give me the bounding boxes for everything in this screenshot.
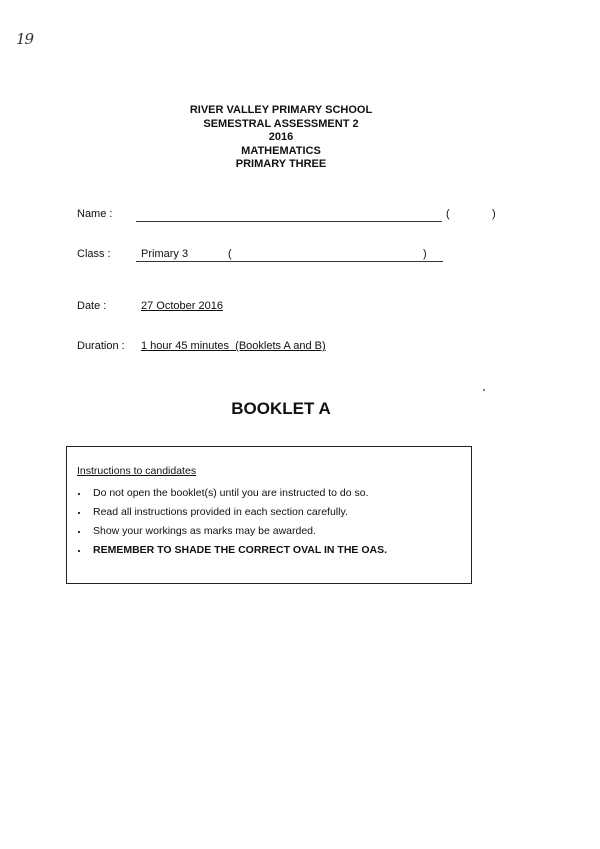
- instruction-item: REMEMBER TO SHADE THE CORRECT OVAL IN THE OAS.: [75, 541, 387, 560]
- school-name: RIVER VALLEY PRIMARY SCHOOL: [189, 104, 373, 116]
- name-open-paren: (: [446, 208, 450, 220]
- page-number: 19: [16, 30, 34, 48]
- instructions-heading: Instructions to candidates: [77, 465, 197, 477]
- instruction-item: Show your workings as marks may be awarded.: [75, 522, 387, 541]
- booklet-title: BOOKLET A: [231, 399, 331, 418]
- instruction-item: Do not open the booklet(s) until you are instructed to do so.: [75, 484, 387, 503]
- assessment-year: 2016: [268, 131, 294, 143]
- class-open-paren: (: [228, 248, 232, 260]
- duration-label: Duration :: [77, 340, 125, 352]
- date-label: Date :: [77, 300, 107, 312]
- class-label: Class :: [77, 248, 111, 260]
- level-name: PRIMARY THREE: [235, 158, 327, 170]
- exam-header: [0, 104, 562, 172]
- name-label: Name :: [77, 208, 113, 220]
- name-line[interactable]: [136, 221, 442, 222]
- duration-value: 1 hour 45 minutes (Booklets A and B): [141, 340, 326, 352]
- instruction-item: Read all instructions provided in each section carefully.: [75, 503, 387, 522]
- class-value: Primary 3: [141, 248, 189, 260]
- class-line[interactable]: [136, 261, 443, 262]
- instructions-box: [66, 446, 472, 584]
- date-value: 27 October 2016: [141, 300, 223, 312]
- assessment-title: SEMESTRAL ASSESSMENT 2: [203, 117, 359, 130]
- class-close-paren: ): [423, 248, 427, 260]
- instructions-list: [75, 484, 387, 560]
- scan-speck: [483, 389, 485, 391]
- subject-name: MATHEMATICS: [241, 144, 321, 157]
- name-close-paren: ): [492, 208, 496, 220]
